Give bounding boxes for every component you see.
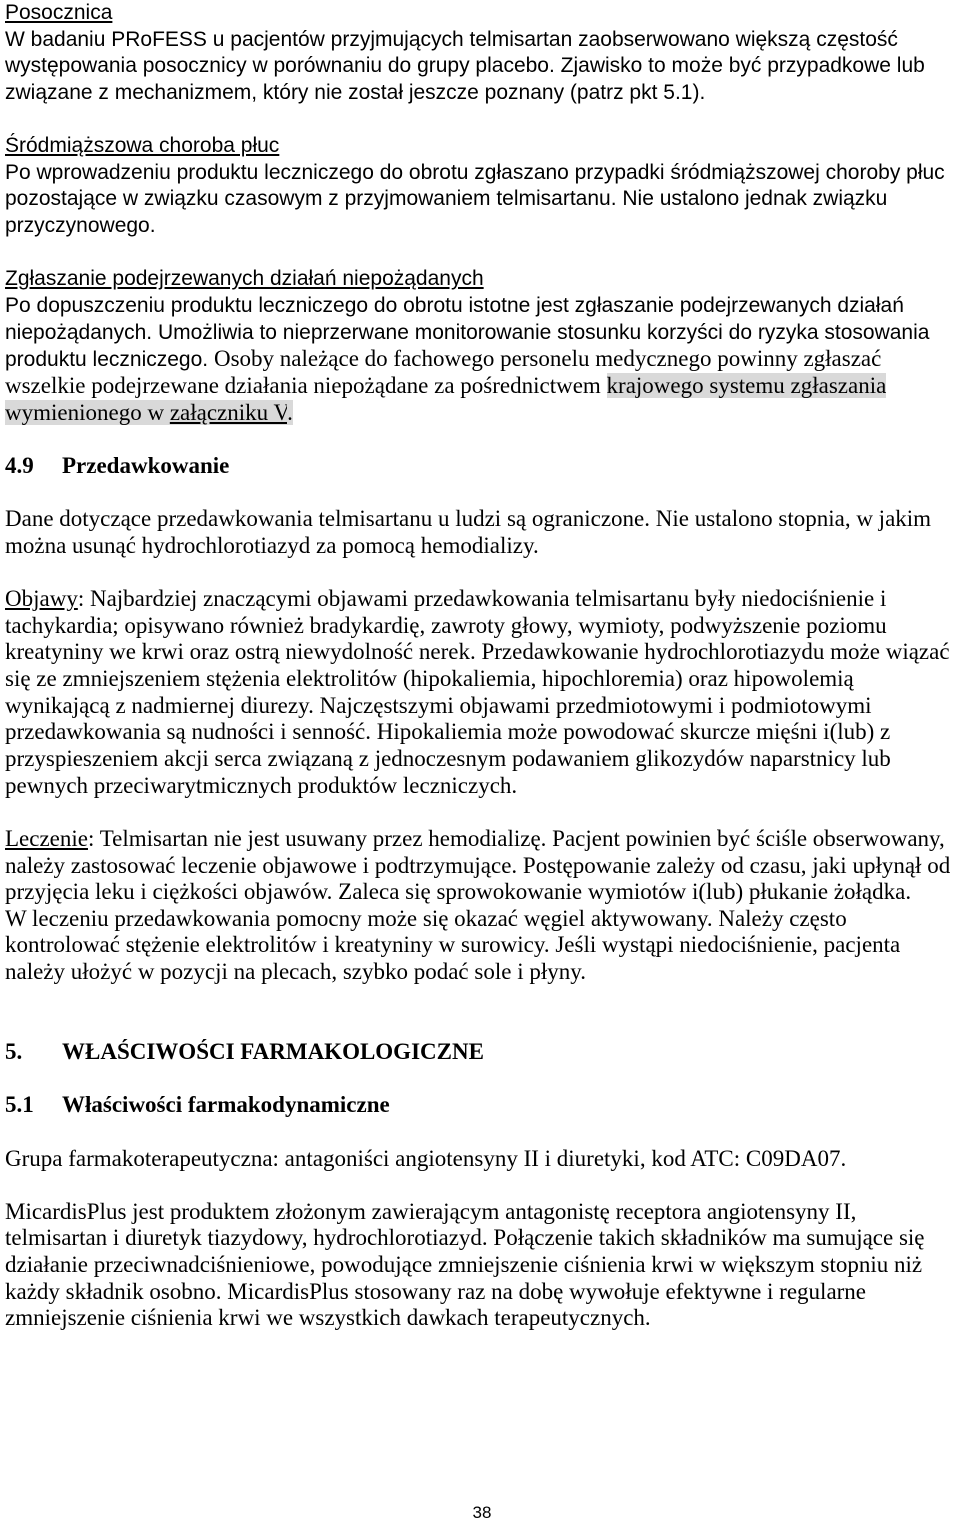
treatment-label: Leczenie <box>5 825 88 851</box>
highlighted-text: krajowego systemu zgłaszania <box>606 372 887 398</box>
reporting-heading-row <box>5 266 958 293</box>
paragraph-line: pewnych przeciwarytmicznych produktów leczniczych. <box>5 772 518 798</box>
paragraph-line <box>5 826 958 853</box>
paragraph-line: Po dopuszczeniu produktu leczniczego do obrotu istotne jest zgłaszanie podejrzewanych działań <box>5 294 904 318</box>
pharmacotherapeutic-group-line: Grupa farmakoterapeutyczna: antagoniści angiotensyny II i diuretyki, kod ATC: C09DA07. <box>5 1145 847 1171</box>
paragraph-line: tachykardia; opisywano również bradykardię, zawroty głowy, wymioty, podwyższenie poziomu <box>5 612 887 638</box>
paragraph-line <box>5 586 958 613</box>
symptoms-label: Objawy <box>5 586 78 612</box>
blank-line <box>5 107 958 134</box>
section-title: WŁAŚCIWOŚCI FARMAKOLOGICZNE <box>62 1038 484 1064</box>
sepsis-section <box>5 0 958 107</box>
adverse-reaction-reporting-section <box>5 266 958 426</box>
description-paragraph <box>5 1199 958 1332</box>
section-number: 5. <box>5 1038 23 1064</box>
blank-line <box>5 1119 958 1146</box>
paragraph-line: działanie przeciwnadciśnieniowe, powodujące zmniejszenie ciśnienia krwi w większym stopniu niż <box>5 1252 923 1278</box>
ild-heading-row <box>5 133 958 160</box>
paragraph-line: przyspieszeniem akcji serca związaną z jednoczesnym podawaniem glikozydów naparstnicy lub <box>5 745 891 771</box>
blank-line <box>5 480 958 507</box>
paragraph-line: niepożądanych. Umożliwia to nieprzerwane monitorowanie stosunku korzyści do ryzyka stosowania <box>5 320 930 344</box>
blank-line <box>5 426 958 453</box>
paragraph-line: telmisartan i diuretyk tiazydowy, hydrochlorotiazyd. Połączenie takich składników ma sumujące się <box>5 1225 925 1251</box>
section-title: Przedawkowanie <box>62 452 230 478</box>
paragraph-line: przyczynowego. <box>5 214 156 238</box>
treatment-paragraph <box>5 826 958 986</box>
section-heading-4-9 <box>5 453 958 480</box>
blank-line <box>5 1066 958 1093</box>
line-segment: : Najbardziej znaczącymi objawami przedawkowania telmisartanu były niedociśnienie i <box>77 586 887 612</box>
paragraph-line: W leczeniu przedawkowania pomocny może się okazać węgiel aktywowany. Należy często <box>5 905 847 931</box>
blank-line <box>5 559 958 586</box>
ild-heading: Śródmiąższowa choroba płuc <box>5 134 280 158</box>
symptoms-paragraph <box>5 586 958 799</box>
interstitial-lung-disease-section <box>5 133 958 240</box>
paragraph-line: kreatyniny we krwi oraz ostrą niewydolność nerek. Przedawkowanie hydrochlorotiazydu może wiązać <box>5 639 950 665</box>
paragraph-line: kontrolować stężenie elektrolitów i kreatyniny w surowicy. Jeśli wystąpi niedociśnienie, pacjenta <box>5 932 901 958</box>
section-title: Właściwości farmakodynamiczne <box>62 1092 390 1118</box>
paragraph-line: zmniejszenie ciśnienia krwi we wszystkich dawkach terapeutycznych. <box>5 1305 651 1331</box>
paragraph-line: można usunąć hydrochlorotiazyd za pomocą hemodializy. <box>5 532 539 558</box>
blank-line <box>5 986 958 1013</box>
paragraph-line: należy ułożyć w pozycji na plecach, szybko podać sole i płyny. <box>5 959 586 985</box>
section-4-9 <box>5 453 958 986</box>
line-segment: : Telmisartan nie jest usuwany przez hemodializę. Pacjent powinien być ściśle obserwowany, <box>87 825 945 851</box>
paragraph-line: W badaniu PRoFESS u pacjentów przyjmujących telmisartan zaobserwowano większą częstość <box>5 27 898 51</box>
reporting-heading: Zgłaszanie podejrzewanych działań niepożądanych <box>5 267 484 291</box>
highlighted-text: . <box>287 399 293 425</box>
section-5 <box>5 1039 958 1066</box>
paragraph-line <box>5 346 958 373</box>
paragraph-line: występowania posocznicy w porównaniu do grupy placebo. Zjawisko to może być przypadkowe lub <box>5 54 925 78</box>
line-segment: Osoby należące do fachowego personelu medycznego powinny zgłaszać <box>213 346 882 372</box>
blank-line <box>5 240 958 267</box>
paragraph-line: każdy składnik osobno. MicardisPlus stosowany raz na dobę wywołuje efektywne i regularne <box>5 1278 867 1304</box>
paragraph-line: należy zastosować leczenie objawowe i podtrzymujące. Postępowanie zależy od czasu, jaki upłynął od <box>5 852 951 878</box>
section-number: 5.1 <box>5 1092 34 1118</box>
paragraph-line <box>5 373 958 400</box>
paragraph-line: MicardisPlus jest produktem złożonym zawierającym antagonistę receptora angiotensyny II, <box>5 1198 857 1224</box>
blank-line <box>5 799 958 826</box>
section-heading-5-1 <box>5 1092 958 1119</box>
line-segment: produktu leczniczego. <box>5 348 214 372</box>
paragraph-line: przedawkowania są nudności i senność. Hipokaliemia może powodować skurcze mięśni i(lub) z <box>5 719 891 745</box>
blank-line <box>5 1172 958 1199</box>
paragraph-line: przyjęcia leku i ciężkości objawów. Zaleca się sprowokowanie wymiotów i(lub) płukanie żołądka. <box>5 879 912 905</box>
annex-v-link[interactable]: załączniku V <box>169 399 288 425</box>
paragraph-line: Dane dotyczące przedawkowania telmisartanu u ludzi są ograniczone. Nie ustalono stopnia, w jakim <box>5 506 932 532</box>
section-number: 4.9 <box>5 452 34 478</box>
paragraph-line: wynikającą z nadmiernej diurezy. Najczęstszymi objawami przedmiotowymi i podmiotowymi <box>5 692 872 718</box>
paragraph-line <box>5 400 958 427</box>
blank-line <box>5 1012 958 1039</box>
paragraph-line: Po wprowadzeniu produktu leczniczego do obrotu zgłaszano przypadki śródmiąższowej choroby płuc <box>5 160 945 184</box>
section-5-1 <box>5 1092 958 1332</box>
page-number: 38 <box>472 1503 492 1522</box>
paragraph-line: pozostające w związku czasowym z przyjmowaniem telmisartanu. Nie ustalono jednak związku <box>5 187 888 211</box>
highlighted-text: wymienionego w <box>5 399 170 425</box>
section-heading-5 <box>5 1039 958 1066</box>
paragraph-line: związane z mechanizmem, który nie został jeszcze poznany (patrz pkt 5.1). <box>5 80 706 104</box>
line-segment: wszelkie podejrzewane działania niepożądane za pośrednictwem <box>5 372 607 398</box>
sepsis-heading-row <box>5 0 958 27</box>
sepsis-heading: Posocznica <box>5 1 113 24</box>
document-page <box>5 0 958 1332</box>
paragraph-line: się ze zmniejszeniem stężenia elektrolitów (hipokaliemia, hipochloremia) oraz hipowolemią <box>5 666 854 692</box>
